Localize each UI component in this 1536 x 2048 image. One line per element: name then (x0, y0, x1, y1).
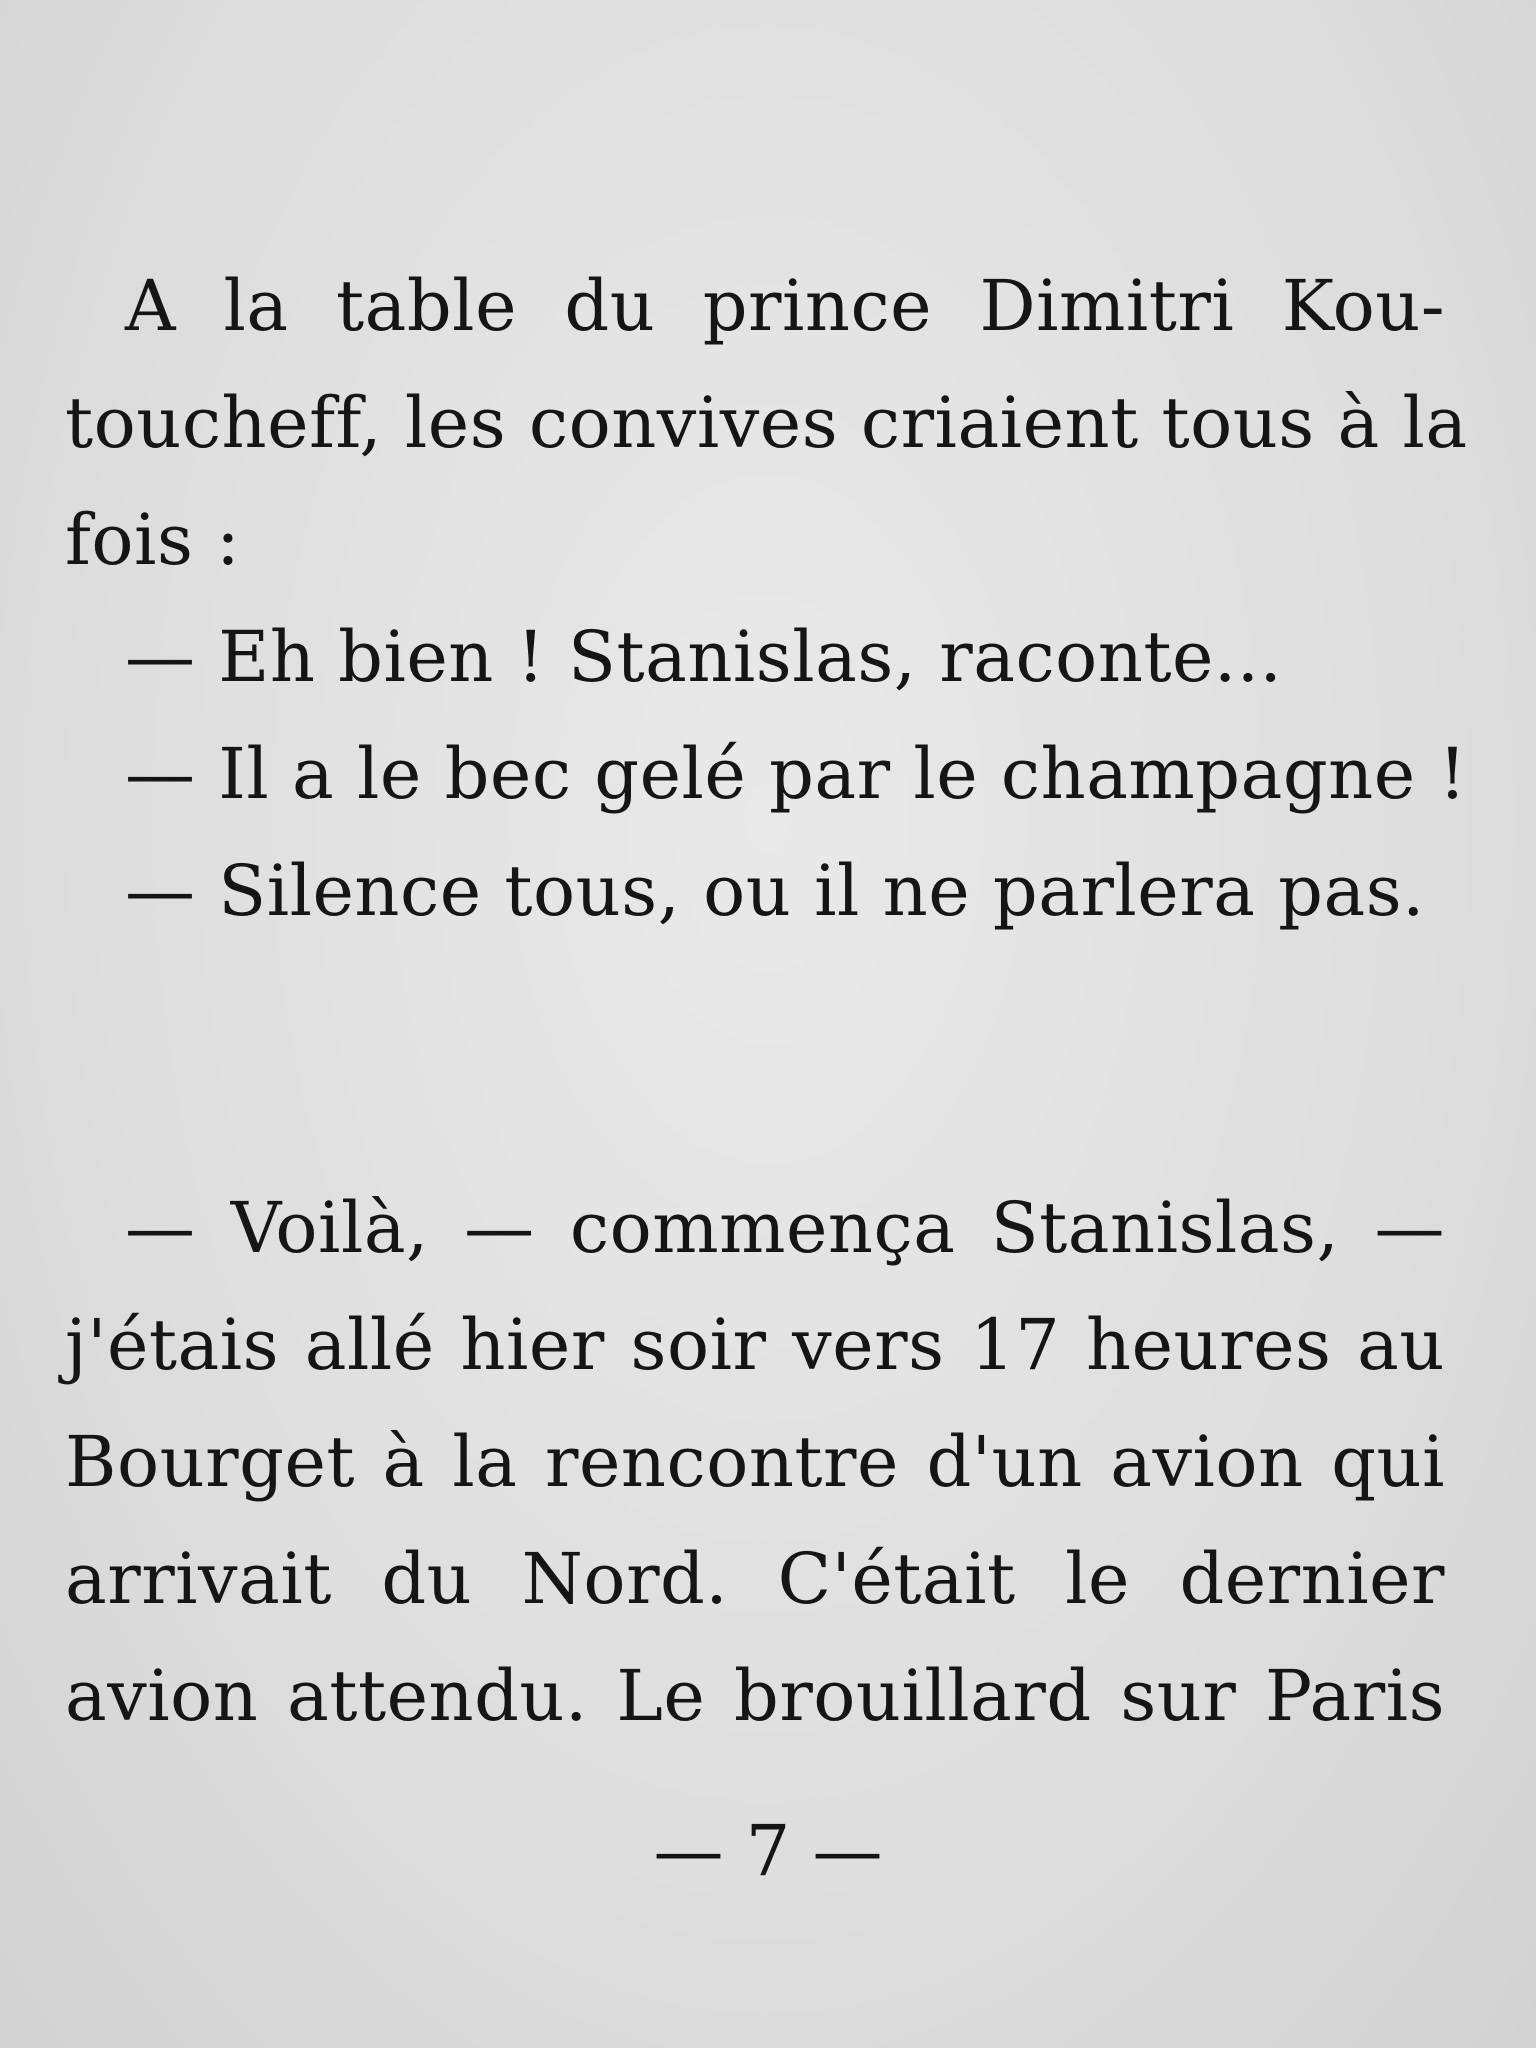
text-line: toucheff, les convives criaient tous à la (65, 382, 1468, 464)
paragraph-opening (65, 248, 1468, 950)
paragraph-story (65, 1170, 1445, 1755)
text-line: A la table du prince Dimitri Kou- (125, 265, 1445, 347)
dialogue-line: — Silence tous, ou il ne parlera pas. (125, 850, 1425, 932)
text-line: fois : (65, 499, 241, 581)
text-line: j'étais allé hier soir vers 17 heures au (65, 1304, 1445, 1386)
text-line: Bourget à la rencontre d'un avion qui (65, 1421, 1445, 1503)
dialogue-line: — Eh bien ! Stanislas, raconte... (125, 616, 1283, 698)
text-line: arrivait du Nord. C'était le dernier (65, 1538, 1445, 1620)
text-line: avion attendu. Le brouillard sur Paris (65, 1655, 1445, 1737)
dialogue-line: — Il a le bec gelé par le champagne ! (125, 733, 1468, 815)
text-line: — Voilà, — commença Stanislas, — (125, 1187, 1445, 1269)
page-number: — 7 — (653, 1810, 883, 1892)
